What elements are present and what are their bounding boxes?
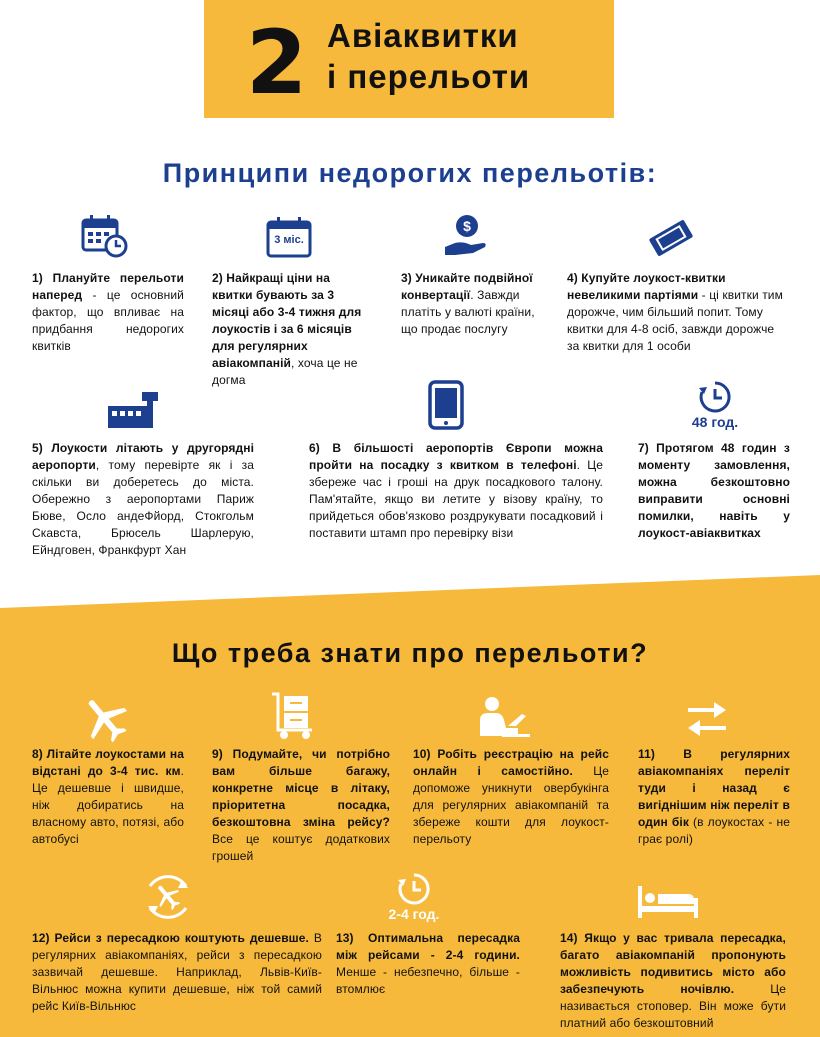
ticket-icon (648, 218, 694, 258)
chapter-number: 2 (246, 11, 308, 114)
coin-hand-icon (443, 213, 491, 259)
bed-icon (636, 884, 700, 920)
tip-4: 4) Купуйте лоукост-квитки невеликими партіями - ці квитки тим дорожче, чим більший попит. Тому квитки для 4-8 осіб, завжди дорожче за квитки для 1 особи (567, 271, 783, 353)
tip-13: 13) Оптимальна пересадка між рейсами - 2-4 години. Менше - небезпечно, більше - втомлює (336, 931, 520, 996)
tip-2: 2) Найкращі ціни на квитки бувають за 3 місяці або 3-4 тижня для лоукостів і за 6 місяців для регулярних авіакомпаній, хоча це не догма (212, 271, 362, 387)
tip-6: 6) В більшості аеропортів Європи можна пройти на посадку з квитком в телефоні. Це збереже час і гроші на друк посадкового талону. Пам'ятайте, якщо ви летите у візову країну, то прийдеться обов'язково роздрукувати посадковий і поставити штамп про перевірку візи (309, 441, 604, 540)
section1-title: Принципи недорогих перельотів: (162, 158, 658, 188)
tip-7: 7) Протягом 48 годин з моменту замовлення, можна безкоштовно виправити основні помилки, навіть у лоукост-авіаквитках (638, 441, 790, 540)
round-trip-arrows-icon (686, 700, 728, 738)
tip-5: 5) Лоукости літають у другорядні аеропорти, тому перевірте як і за скільки ви доберетесь до міста. Обережно з аеропортами Париж Бюве, Осло андеФйорд, Стокгольм Скавста, Брюсель Шарлерую, Ейндговен, Франкфурт Хан (32, 441, 254, 557)
clock-2-4-label: 2-4 год. (388, 906, 440, 922)
section2-title: Що треба знати про перельоти? (171, 638, 649, 668)
airplane-icon (80, 694, 130, 744)
tip-8: 8) Літайте лоукостами на відстані до 3-4 тис. км. Це дешевше і швидше, ніж добиратись на власному авто, потязі, або автобусі (32, 747, 184, 846)
tip-12: 12) Рейси з пересадкою коштують дешевше. В регулярних авіакомпаніях, рейси з пересадкою зазвичай дешевше. Наприклад, Львів-Київ-Вільнюс можна купити дешевше, ніж той самий рейс Київ-Вільнюс (32, 931, 322, 1013)
clock-48-label: 48 год. (691, 414, 739, 430)
transfer-plane-icon (142, 872, 194, 922)
person-laptop-icon (478, 696, 530, 740)
header-title-line2: і перельоти (327, 58, 531, 95)
svg-text:$: $ (463, 218, 471, 234)
calendar-clock-icon (80, 214, 128, 258)
tip-14: 14) Якщо у вас тривала пересадка, багато авіакомпаній пропонують можливість подивитись місто або забезпечують ночівлю. Це називається стоповер. Він може бути платний або безкоштовний (560, 931, 786, 1030)
luggage-cart-icon (270, 692, 314, 740)
tip-3: 3) Уникайте подвійної конвертації. Завжди платіть у валюті країни, що продає послугу (401, 271, 535, 336)
tip-10: 10) Робіть реєстрацію на рейс онлайн і самостійно. Це допоможе уникнути овербукінга для регулярних авіакомпаній та збереже кошти для лоукост-перельоту (413, 747, 610, 846)
tip-9: 9) Подумайте, чи потрібно вам більше багажу, конкретне місце в літаку, пріоритетна посадка, безкоштовна зміна рейсу? Все це коштує додаткових грошей (212, 747, 390, 863)
header-title-line1: Авіаквитки (327, 17, 519, 54)
tip-11: 11) В регулярних авіакомпаніях переліт туди і назад є вигіднішим ніж переліт в один бік (в лоукостах - не грає ролі) (638, 747, 790, 846)
clock-48-icon (697, 380, 733, 414)
airport-icon (106, 386, 160, 430)
calendar-label: 3 міс. (274, 234, 304, 246)
smartphone-icon (428, 380, 464, 430)
clock-2-4-icon (396, 872, 432, 906)
tip-1: 1) Плануйте перельоти наперед - це основний фактор, що впливає на придбання недорогих квитків (32, 271, 184, 353)
